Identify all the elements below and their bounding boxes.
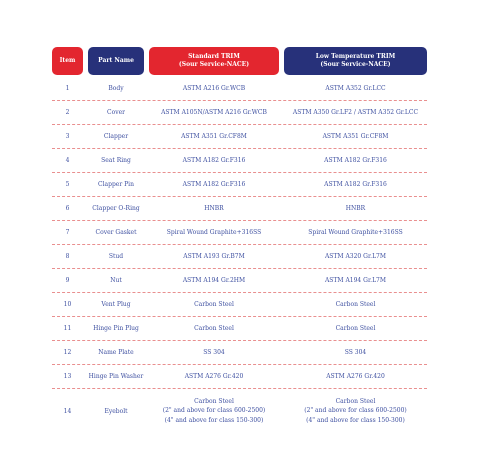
- header-part-name: [88, 47, 144, 75]
- trim-material-table: [52, 47, 427, 433]
- item-number: 3: [65, 133, 70, 140]
- item-number: 4: [65, 157, 70, 164]
- table-row: [52, 269, 427, 293]
- part-name: Cover: [106, 109, 125, 116]
- low-temp-trim-material: [284, 397, 427, 426]
- table-row: [52, 125, 427, 149]
- material-note: (2" and above for class 600-2500): [304, 407, 407, 415]
- item-number: 13: [63, 373, 72, 380]
- material-line: Carbon Steel: [194, 397, 234, 405]
- part-name: Vent Plug: [101, 301, 131, 308]
- header-standard-trim-title: Standard TRIM: [188, 53, 240, 60]
- table-row: [52, 365, 427, 389]
- material-note: (4" and above for class 150-300): [306, 416, 405, 424]
- standard-trim-material: ASTM A351 Gr.CF8M: [181, 133, 247, 140]
- item-number: 11: [63, 325, 72, 332]
- table-row: [52, 341, 427, 365]
- table-row: [52, 101, 427, 125]
- standard-trim-material: SS 304: [203, 349, 225, 356]
- table-row: [52, 173, 427, 197]
- material-note: (2" and above for class 600-2500): [162, 407, 266, 415]
- header-low-temp-trim-subtitle: (Sour Service-NACE): [320, 61, 391, 68]
- item-number: 8: [65, 253, 70, 260]
- part-name: Nut: [110, 277, 122, 284]
- low-temp-trim-material: ASTM A182 Gr.F316: [324, 181, 387, 188]
- low-temp-trim-material: ASTM A182 Gr.F316: [324, 157, 387, 164]
- standard-trim-material: ASTM A194 Gr.2HM: [182, 277, 246, 284]
- item-number: 1: [65, 85, 70, 92]
- table-row: [52, 293, 427, 317]
- part-name: Clapper O-Ring: [92, 205, 140, 212]
- standard-trim-material: ASTM A216 Gr.WCB: [182, 85, 246, 92]
- material-line: Carbon Steel: [335, 397, 376, 405]
- table-row: [52, 77, 427, 101]
- low-temp-trim-material: SS 304: [344, 349, 367, 356]
- part-name: Seat Ring: [101, 157, 131, 164]
- table-row: [52, 149, 427, 173]
- material-note: (4" and above for class 150-300): [164, 416, 264, 424]
- standard-trim-material: ASTM A182 Gr.F316: [182, 181, 246, 188]
- table-row: [52, 245, 427, 269]
- part-name: Hinge Pin Washer: [88, 373, 144, 380]
- part-name: Cover Gasket: [95, 229, 137, 236]
- part-name: Name Plate: [98, 349, 134, 356]
- part-name: Body: [108, 85, 124, 92]
- standard-trim-material: Carbon Steel: [194, 325, 234, 332]
- low-temp-trim-material: ASTM A320 Gr.L7M: [324, 253, 387, 260]
- low-temp-trim-material: ASTM A351 Gr.CF8M: [322, 133, 389, 140]
- header-part-name-label: Part Name: [98, 57, 134, 64]
- item-number: 5: [65, 181, 70, 188]
- low-temp-trim-material: HNBR: [345, 205, 366, 212]
- header-item: [52, 47, 83, 75]
- low-temp-trim-material: ASTM A350 Gr.LF2 / ASTM A352 Gr.LCC: [292, 109, 419, 116]
- table-row: [52, 197, 427, 221]
- header-standard-trim: [149, 47, 279, 75]
- table-row: [52, 221, 427, 245]
- low-temp-trim-material: ASTM A276 Gr.420: [326, 373, 385, 380]
- low-temp-trim-material: Carbon Steel: [335, 301, 376, 308]
- header-item-label: Item: [59, 57, 76, 64]
- part-name: Stud: [108, 253, 124, 260]
- table-body: [52, 77, 427, 433]
- part-name: Clapper: [103, 133, 129, 140]
- standard-trim-material: ASTM A182 Gr.F316: [182, 157, 246, 164]
- low-temp-trim-material: Carbon Steel: [335, 325, 376, 332]
- part-name: Clapper Pin: [98, 181, 134, 188]
- table-row: [52, 389, 427, 433]
- standard-trim-material: [149, 397, 279, 426]
- item-number: 10: [63, 301, 72, 308]
- part-name: Hinge Pin Plug: [93, 325, 139, 332]
- item-number: 6: [65, 205, 70, 212]
- low-temp-trim-material: Spiral Wound Graphite+316SS: [308, 229, 403, 236]
- header-standard-trim-subtitle: (Sour Service-NACE): [178, 61, 250, 68]
- standard-trim-material: Carbon Steel: [194, 301, 234, 308]
- item-number: 12: [63, 349, 72, 356]
- table-row: [52, 317, 427, 341]
- low-temp-trim-material: ASTM A194 Gr.L7M: [324, 277, 387, 284]
- item-number: 2: [65, 109, 70, 116]
- low-temp-trim-material: ASTM A352 Gr.LCC: [325, 85, 386, 92]
- header-low-temp-trim-title: Low Temperature TRIM: [315, 53, 396, 60]
- item-number: 9: [65, 277, 70, 284]
- table-header: [52, 47, 427, 75]
- standard-trim-material: Spiral Wound Graphite+316SS: [166, 229, 262, 236]
- standard-trim-material: ASTM A105N/ASTM A216 Gr.WCB: [161, 109, 267, 116]
- header-low-temp-trim: [284, 47, 427, 75]
- item-number: 14: [63, 407, 72, 415]
- standard-trim-material: ASTM A193 Gr.B7M: [183, 253, 245, 260]
- part-name: Eyebolt: [104, 407, 128, 415]
- standard-trim-material: HNBR: [204, 205, 224, 212]
- item-number: 7: [65, 229, 70, 236]
- standard-trim-material: ASTM A276 Gr.420: [184, 373, 244, 380]
